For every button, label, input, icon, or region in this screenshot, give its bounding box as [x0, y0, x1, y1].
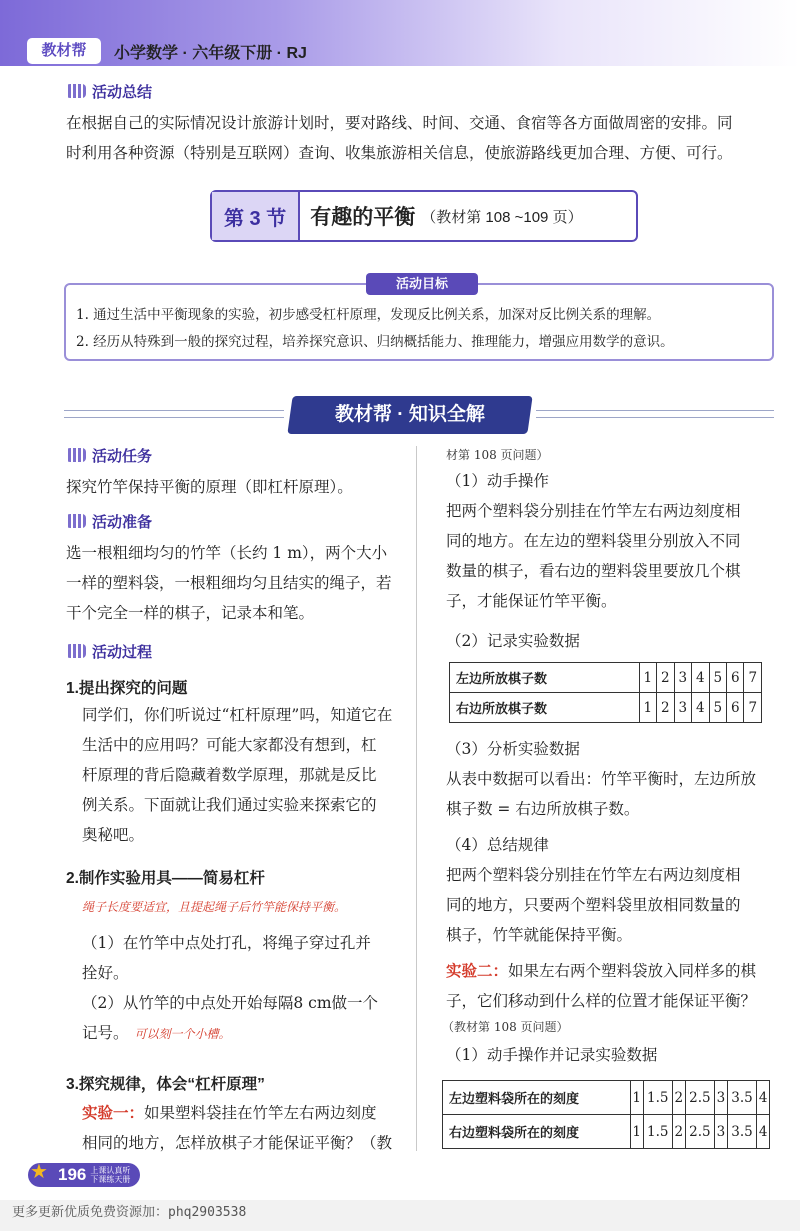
prep-tag: [66, 510, 152, 532]
table-cell: 2: [673, 1115, 686, 1149]
summary-text: [66, 108, 786, 168]
op1-line: 把两个塑料袋分别挂在竹竿左右两边刻度相: [446, 502, 741, 520]
table-cell: 1.5: [643, 1115, 673, 1149]
op3-title: （3）分析实验数据: [446, 740, 580, 758]
table-cell: 1: [630, 1115, 643, 1149]
exp1-line: 如果塑料袋挂在竹竿左右两边刻度: [144, 1104, 377, 1122]
table-row-label: 右边所放棋子数: [450, 693, 640, 723]
handnote-rope: 绳子长度要适宜，且提起绳子后竹竿能保持平衡。: [82, 900, 347, 914]
table-cell: 2.5: [685, 1081, 715, 1115]
prep-tag-label: 活动准备: [92, 513, 153, 531]
table-cell: 4: [692, 693, 709, 723]
op1-line: 同的地方。在左边的塑料袋里分别放入不同: [446, 532, 741, 550]
table-cell: 1: [639, 663, 656, 693]
prep-icon: [66, 514, 86, 528]
table-cell: 3.5: [727, 1115, 757, 1149]
brand-logo: 教材帮: [27, 38, 101, 64]
table-cell: 7: [744, 693, 762, 723]
table-cell: 6: [727, 663, 744, 693]
summary-line: 时利用各种资源（特别是互联网）查询、收集旅游相关信息，使旅游路线更加合理、方便、可行。: [66, 144, 733, 162]
data-table-2: [442, 1080, 770, 1149]
section-source: （教材第 108 ~109 页）: [421, 208, 583, 226]
page-number: 196: [58, 1165, 87, 1184]
exp2-text: [446, 956, 786, 1016]
prep-line: 一样的塑料袋，一根粗细均匀且结实的绳子，若: [66, 574, 392, 592]
exp2-line: 子，它们移动到什么样的位置才能保证平衡？: [446, 992, 757, 1010]
table-cell: 2: [657, 693, 674, 723]
task-icon: [66, 448, 86, 462]
step1-line: 例关系。下面就让我们通过实验来探索它的: [82, 796, 377, 814]
step1-line: 奥秘吧。: [82, 826, 145, 844]
table-cell: 1: [639, 693, 656, 723]
process-icon: [66, 644, 86, 658]
table-row-label: 左边所放棋子数: [450, 663, 640, 693]
exp1-label: 实验一：: [82, 1103, 145, 1122]
op3-text: [446, 764, 781, 824]
step2-line: 拴好。: [82, 964, 129, 982]
step1-line: 同学们，你们听说过“杠杆原理”吗，知道它在: [82, 706, 393, 724]
table-cell: 6: [727, 693, 744, 723]
task-tag: [66, 444, 152, 466]
step1-line: 生活中的应用吗？可能大家都没有想到，杠: [82, 736, 377, 754]
step1-title: 1.提出探究的问题: [66, 680, 188, 697]
table-cell: 5: [709, 663, 726, 693]
table-cell: 3: [674, 693, 691, 723]
op4-line: 把两个塑料袋分别挂在竹竿左右两边刻度相: [446, 866, 741, 884]
table-cell: 3.5: [727, 1081, 757, 1115]
data-table-1: [449, 662, 762, 723]
op3-line: 棋子数 = 右边所放棋子数。: [446, 800, 640, 818]
step1-line: 杆原理的背后隐藏着数学原理，那就是反比: [82, 766, 377, 784]
table-row: [443, 1115, 770, 1149]
step1-text: [82, 700, 412, 850]
table-cell: 5: [709, 693, 726, 723]
goal-item: 2. 经历从特殊到一般的探究过程，培养探究意识、归纳概括能力、推理能力，增强应用数学的意识。: [76, 334, 674, 350]
op2-title: （2）记录实验数据: [446, 632, 580, 650]
op4-title: （4）总结规律: [446, 836, 549, 854]
footer-watermark: 更多更新优质免费资源加：phq2903538: [0, 1200, 800, 1231]
step2-line: （2）从竹竿的中点处开始每隔8 cm做一个: [82, 994, 379, 1012]
table-row: [443, 1081, 770, 1115]
table-cell: 4: [757, 1115, 770, 1149]
summary-line: 在根据自己的实际情况设计旅游计划时，要对路线、时间、交通、食宿等各方面做周密的安排。同: [66, 114, 733, 132]
page-slogan-2: 下课练天册: [90, 1175, 131, 1184]
column-divider: [416, 446, 417, 1151]
op4-line: 棋子，竹竿就能保持平衡。: [446, 926, 633, 944]
process-tag-label: 活动过程: [92, 643, 153, 661]
table-row: [450, 663, 762, 693]
op1-line: 数量的棋子，看右边的塑料袋里要放几个棋: [446, 562, 741, 580]
table-cell: 4: [757, 1081, 770, 1115]
table-cell: 2: [673, 1081, 686, 1115]
exp1-source-cont: 材第 108 页问题）: [446, 448, 549, 462]
op3-line: 从表中数据可以看出：竹竿平衡时，左边所放: [446, 770, 757, 788]
op1-text: [446, 496, 781, 616]
knowledge-banner: [287, 396, 532, 434]
op4-line: 同的地方，只要两个塑料袋里放相同数量的: [446, 896, 741, 914]
summary-icon: [66, 84, 86, 98]
prep-line: 干个完全一样的棋子，记录本和笔。: [66, 604, 315, 622]
op1-title: （1）动手操作: [446, 472, 549, 490]
section-name: 有趣的平衡: [310, 206, 416, 229]
table-cell: 1.5: [643, 1081, 673, 1115]
op1-line: 子，才能保证竹竿平衡。: [446, 592, 617, 610]
knowledge-banner-label: 教材帮 · 知识全解: [335, 404, 485, 425]
table-cell: 3: [715, 1081, 728, 1115]
step2-title: 2.制作实验用具——简易杠杆: [66, 870, 265, 887]
exp2-source: （教材第 108 页问题）: [442, 1020, 569, 1034]
goal-item: 1. 通过生活中平衡现象的实验，初步感受杠杆原理，发现反比例关系，加深对反比例关系的理解。: [76, 307, 661, 323]
process-tag: [66, 640, 152, 662]
table-cell: 2.5: [685, 1115, 715, 1149]
task-tag-label: 活动任务: [92, 447, 153, 465]
handnote-notch: 可以刻一个小槽。: [134, 1027, 231, 1041]
step2-text: [82, 928, 412, 1049]
table-row: [450, 693, 762, 723]
prep-line: 选一根粗细均匀的竹竿（长约 1 m），两个大小: [66, 544, 388, 562]
divider-right: [536, 410, 774, 418]
step2-line: 记号。: [82, 1024, 129, 1042]
exp1-text: [82, 1098, 412, 1158]
step2-line: （1）在竹竿中点处打孔，将绳子穿过孔并: [82, 934, 371, 952]
table-row-label: 左边塑料袋所在的刻度: [443, 1081, 631, 1115]
table-cell: 3: [715, 1115, 728, 1149]
summary-tag-label: 活动总结: [92, 83, 153, 101]
prep-text: [66, 538, 411, 628]
section-banner: [210, 190, 638, 242]
table-cell: 2: [657, 663, 674, 693]
table-row-label: 右边塑料袋所在的刻度: [443, 1115, 631, 1149]
divider-left: [64, 410, 284, 418]
header-title: 小学数学 · 六年级下册 · RJ: [114, 45, 307, 62]
page-slogan: [90, 1166, 130, 1184]
page-slogan-1: 上课认真听: [90, 1166, 131, 1175]
summary-tag: [66, 80, 152, 102]
exp2-line: 如果左右两个塑料袋放入同样多的棋: [508, 962, 757, 980]
step3-title: 3.探究规律，体会“杠杆原理”: [66, 1076, 265, 1093]
goals-tag: 活动目标: [366, 273, 478, 295]
table-cell: 7: [744, 663, 762, 693]
op5-title: （1）动手操作并记录实验数据: [446, 1046, 658, 1064]
section-number: 第 3 节: [212, 192, 300, 240]
exp1-line: 相同的地方，怎样放棋子才能保证平衡？（教: [82, 1134, 393, 1152]
exp2-label: 实验二：: [446, 961, 509, 980]
table-cell: 3: [674, 663, 691, 693]
task-text: 探究竹竿保持平衡的原理（即杠杆原理）。: [66, 478, 353, 496]
table-cell: 4: [692, 663, 709, 693]
op4-text: [446, 860, 781, 950]
table-cell: 1: [630, 1081, 643, 1115]
star-icon: ★: [30, 1159, 48, 1183]
